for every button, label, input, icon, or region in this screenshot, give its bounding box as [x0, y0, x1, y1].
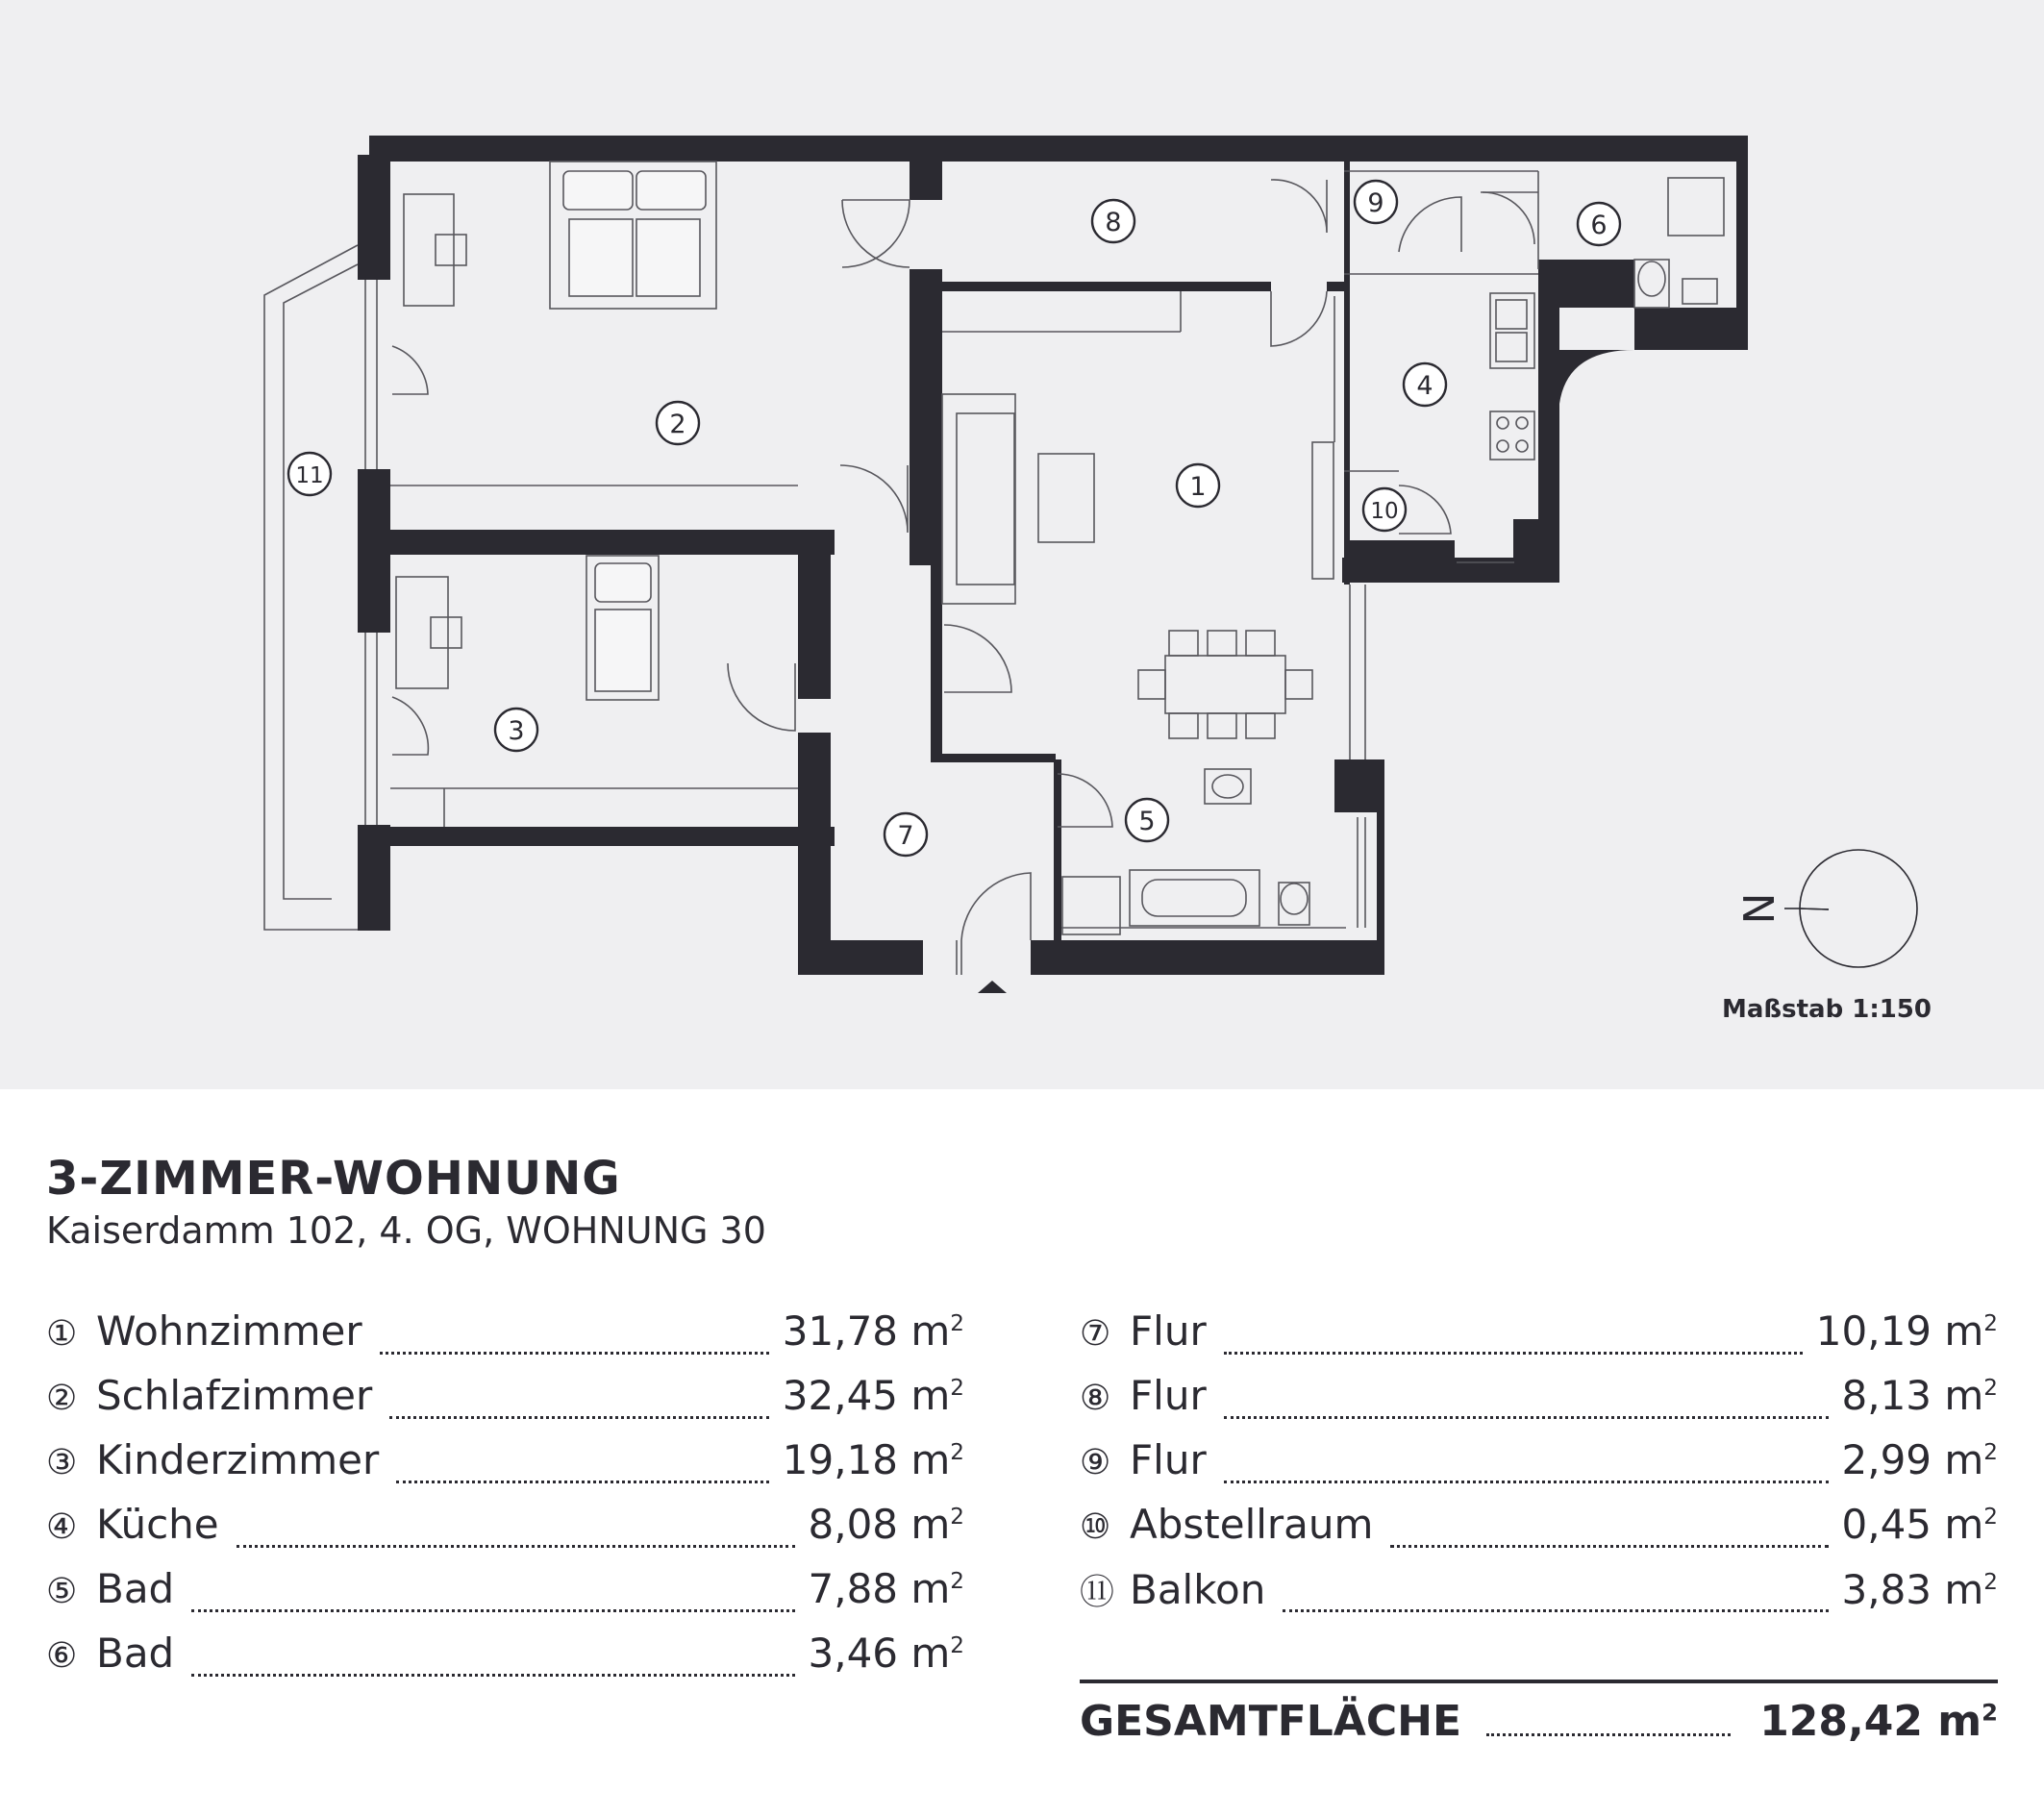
room-area: 10,19 $m^2$ — [1815, 1307, 1998, 1355]
dot-leader — [1283, 1609, 1828, 1612]
room-area: 8,13 $m^2$ — [1841, 1372, 1998, 1419]
dot-leader — [1224, 1481, 1829, 1483]
balcony-inner-outline — [284, 264, 358, 899]
livingroom-furniture — [942, 394, 1334, 738]
dot-leader — [1486, 1733, 1731, 1736]
room-area: 7,88 $m^2$ — [808, 1565, 964, 1612]
room-number: ④ — [46, 1507, 78, 1547]
room-row — [46, 1307, 964, 1372]
svg-text:2: 2 — [669, 410, 686, 439]
room-list-left — [46, 1307, 964, 1694]
room-marker-10 — [1363, 488, 1406, 531]
room-number: ⑥ — [46, 1636, 78, 1676]
dot-leader — [237, 1545, 795, 1548]
svg-text:9: 9 — [1367, 188, 1384, 218]
svg-text:5: 5 — [1138, 807, 1156, 836]
room-marker-11 — [288, 453, 331, 495]
room-row — [46, 1630, 964, 1694]
room-area: 19,18 $m^2$ — [782, 1436, 964, 1483]
room-number: ② — [46, 1379, 78, 1418]
room-marker-5 — [1126, 799, 1168, 841]
room-name: Bad — [96, 1565, 175, 1612]
room-number: ⑪ — [1080, 1573, 1115, 1612]
room-area: 31,78 $m^2$ — [782, 1307, 964, 1355]
entrance-arrow — [978, 981, 1007, 993]
walls — [358, 136, 1748, 975]
total-row — [1080, 1697, 1998, 1746]
room-marker-9 — [1355, 181, 1397, 223]
svg-text:6: 6 — [1590, 211, 1608, 240]
room-number: ⑧ — [1080, 1379, 1111, 1418]
dot-leader — [1390, 1545, 1828, 1548]
room-row — [46, 1372, 964, 1436]
svg-text:10: 10 — [1370, 499, 1399, 524]
room-marker-3 — [495, 709, 537, 751]
svg-text:N: N — [1735, 892, 1784, 925]
room-area: 8,08 $m^2$ — [808, 1501, 964, 1548]
svg-text:7: 7 — [897, 821, 914, 851]
room-number: ① — [46, 1314, 78, 1354]
room-marker-6 — [1578, 203, 1620, 245]
room-marker-8 — [1092, 200, 1134, 242]
svg-text:3: 3 — [508, 716, 525, 746]
bedroom-furniture — [404, 162, 716, 309]
dot-leader — [380, 1352, 769, 1355]
total-divider — [1080, 1680, 1998, 1683]
room-list-right — [1080, 1307, 1998, 1630]
north-arrow — [1735, 850, 1917, 967]
room-marker-7 — [885, 813, 927, 856]
room-name: Schlafzimmer — [96, 1372, 373, 1419]
room-row — [1080, 1565, 1998, 1630]
room-name: Wohnzimmer — [96, 1307, 362, 1355]
room-name: Bad — [96, 1630, 175, 1677]
scale-label: Maßstab 1:150 — [1722, 995, 1932, 1024]
room-number: ⑩ — [1080, 1507, 1111, 1547]
unit-address: Kaiserdamm 102, 4. OG, WOHNUNG 30 — [46, 1209, 766, 1252]
room-area: 0,45 $m^2$ — [1841, 1501, 1998, 1548]
svg-text:4: 4 — [1416, 371, 1433, 401]
dot-leader — [1224, 1416, 1829, 1419]
total-label: GESAMTFLÄCHE — [1080, 1697, 1462, 1746]
room-name: Balkon — [1130, 1566, 1266, 1613]
dot-leader — [191, 1674, 794, 1677]
room-row — [1080, 1372, 1998, 1436]
room-area: 2,99 $m^2$ — [1841, 1436, 1998, 1483]
room-area: 32,45 $m^2$ — [782, 1372, 964, 1419]
room-number: ③ — [46, 1443, 78, 1482]
room-row — [1080, 1501, 1998, 1565]
room-name: Flur — [1130, 1307, 1207, 1355]
room-name: Kinderzimmer — [96, 1436, 380, 1483]
kitchen-furniture — [1490, 293, 1534, 460]
room-number: ⑦ — [1080, 1314, 1111, 1354]
room-name: Küche — [96, 1501, 219, 1548]
total-area: 128,42 $m^2$ — [1759, 1697, 1998, 1746]
room-row — [46, 1565, 964, 1630]
unit-title: 3-ZIMMER-WOHNUNG — [46, 1152, 621, 1206]
room-name: Flur — [1130, 1372, 1207, 1419]
room-number: ⑨ — [1080, 1443, 1111, 1482]
room-name: Flur — [1130, 1436, 1207, 1483]
room-marker-4 — [1404, 363, 1446, 406]
room-row — [1080, 1307, 1998, 1372]
dot-leader — [396, 1481, 769, 1483]
room-area: 3,46 $m^2$ — [808, 1630, 964, 1677]
curved-corner-wall — [1559, 350, 1634, 404]
room-marker-2 — [657, 402, 699, 444]
dot-leader — [1224, 1352, 1803, 1355]
room-number: ⑤ — [46, 1572, 78, 1611]
kidsroom-furniture — [396, 556, 659, 700]
room-area: 3,83 $m^2$ — [1841, 1566, 1998, 1613]
bath-6-fixtures — [1634, 178, 1724, 308]
svg-text:8: 8 — [1105, 208, 1122, 237]
balcony-outline — [264, 245, 358, 930]
dot-leader — [191, 1609, 794, 1612]
room-row — [46, 1436, 964, 1501]
svg-text:1: 1 — [1189, 472, 1207, 502]
room-row — [46, 1501, 964, 1565]
room-marker-1 — [1177, 464, 1219, 507]
dot-leader — [389, 1416, 769, 1419]
room-row — [1080, 1436, 1998, 1501]
svg-text:11: 11 — [295, 463, 324, 488]
room-name: Abstellraum — [1130, 1501, 1374, 1548]
